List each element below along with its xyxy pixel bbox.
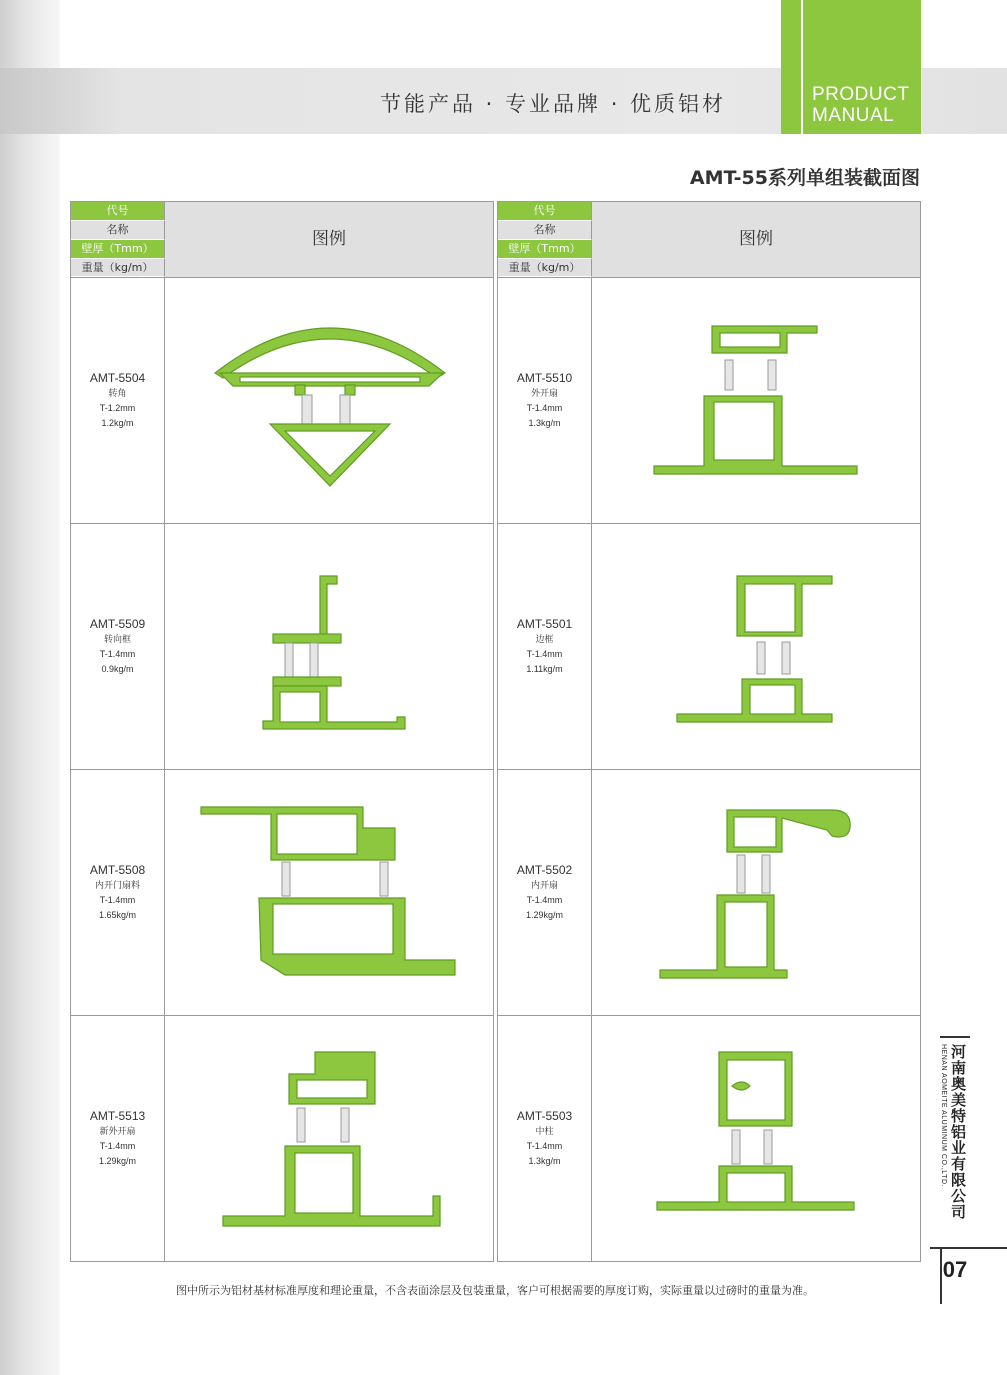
- header-thickness: 壁厚（Tmm）: [71, 240, 165, 259]
- profile-name: 外开扇: [530, 388, 558, 398]
- profile-code: AMT-5501: [516, 617, 573, 631]
- profile-thickness: T-1.4mm: [526, 649, 563, 659]
- header-figure: 图例: [165, 202, 493, 278]
- profile-thickness: T-1.4mm: [99, 895, 136, 905]
- page-number: 07: [942, 1257, 968, 1282]
- page-number-box: [930, 1247, 1007, 1304]
- profile-drawing: [592, 1016, 920, 1261]
- profile-thickness: T-1.2mm: [99, 403, 136, 413]
- profile-row: [71, 523, 493, 769]
- profile-weight: 1.2kg/m: [101, 418, 134, 428]
- profile-row: [498, 1015, 920, 1261]
- profile-drawing: [592, 278, 920, 523]
- profile-name: 中柱: [535, 1126, 554, 1136]
- profile-thickness: T-1.4mm: [526, 1141, 563, 1151]
- profile-code: AMT-5503: [516, 1109, 573, 1123]
- profile-info: [498, 524, 592, 769]
- header-name: 名称: [71, 221, 165, 240]
- profile-drawing: [165, 524, 493, 769]
- profile-code: AMT-5508: [89, 863, 146, 877]
- catalog-table-left: [70, 201, 494, 1262]
- profile-drawing: [165, 1016, 493, 1261]
- profile-row: [498, 523, 920, 769]
- profile-info: [71, 278, 165, 523]
- profile-info: [498, 1016, 592, 1261]
- company-name-cn: 河南奥美特铝业有限公司: [949, 1044, 967, 1220]
- profile-drawing: [165, 278, 493, 523]
- profile-weight: 1.3kg/m: [528, 1156, 561, 1166]
- profile-row: [498, 769, 920, 1015]
- catalog-table-right: [497, 201, 921, 1262]
- header-figure: 图例: [592, 202, 920, 278]
- manual-line-2: MANUAL: [812, 105, 895, 126]
- divider-line: [801, 0, 803, 134]
- profile-weight: 1.11kg/m: [526, 664, 563, 674]
- header-name: 名称: [498, 221, 592, 240]
- profile-weight: 1.29kg/m: [525, 910, 564, 920]
- company-name-en: HENAN AOMEITE ALUMINUM CO.,LTD.: [940, 1044, 947, 1187]
- profile-info: [498, 278, 592, 523]
- product-manual-block: [781, 0, 921, 134]
- profile-info: [71, 1016, 165, 1261]
- manual-line-1: PRODUCT: [812, 84, 910, 105]
- page-gutter: [0, 0, 60, 1375]
- header-thickness: 壁厚（Tmm）: [498, 240, 592, 259]
- section-title: AMT-55系列单组装截面图: [689, 167, 920, 189]
- footnote: 图中所示为铝材基材标准厚度和理论重量，不含表面涂层及包装重量，客户可根据需要的厚度订购，实际重量以过磅时的重量为准。: [176, 1284, 814, 1297]
- profile-info: [71, 524, 165, 769]
- profile-name: 内开门扇料: [94, 880, 140, 890]
- profile-drawing: [592, 524, 920, 769]
- profile-row: [71, 277, 493, 523]
- profile-weight: 1.29kg/m: [98, 1156, 137, 1166]
- profile-weight: 1.65kg/m: [98, 910, 137, 920]
- profile-row: [498, 277, 920, 523]
- profile-drawing: [165, 770, 493, 1015]
- slogan: 节能产品 · 专业品牌 · 优质铝材: [380, 92, 727, 116]
- profile-info: [71, 770, 165, 1015]
- profile-name: 转角: [108, 388, 127, 398]
- profile-code: AMT-5510: [516, 371, 573, 385]
- profile-code: AMT-5504: [89, 371, 146, 385]
- header-code: 代号: [498, 202, 592, 221]
- product-manual-label: [812, 84, 909, 126]
- profile-thickness: T-1.4mm: [526, 895, 563, 905]
- header-weight: 重量（kg/m）: [71, 259, 165, 277]
- header-code: 代号: [71, 202, 165, 221]
- profile-thickness: T-1.4mm: [99, 1141, 136, 1151]
- profile-row: [71, 769, 493, 1015]
- profile-name: 新外开扇: [99, 1126, 136, 1136]
- profile-code: AMT-5509: [89, 617, 146, 631]
- profile-weight: 1.3kg/m: [528, 418, 561, 428]
- profile-code: AMT-5513: [89, 1109, 146, 1123]
- profile-name: 边框: [535, 634, 554, 644]
- header-weight: 重量（kg/m）: [498, 259, 592, 277]
- profile-drawing: [592, 770, 920, 1015]
- profile-row: [71, 1015, 493, 1261]
- profile-name: 转向框: [103, 634, 131, 644]
- company-label: [940, 1036, 970, 1248]
- profile-info: [498, 770, 592, 1015]
- profile-weight: 0.9kg/m: [101, 664, 134, 674]
- profile-thickness: T-1.4mm: [99, 649, 136, 659]
- profile-thickness: T-1.4mm: [526, 403, 563, 413]
- profile-name: 内开扇: [530, 880, 558, 890]
- profile-code: AMT-5502: [516, 863, 573, 877]
